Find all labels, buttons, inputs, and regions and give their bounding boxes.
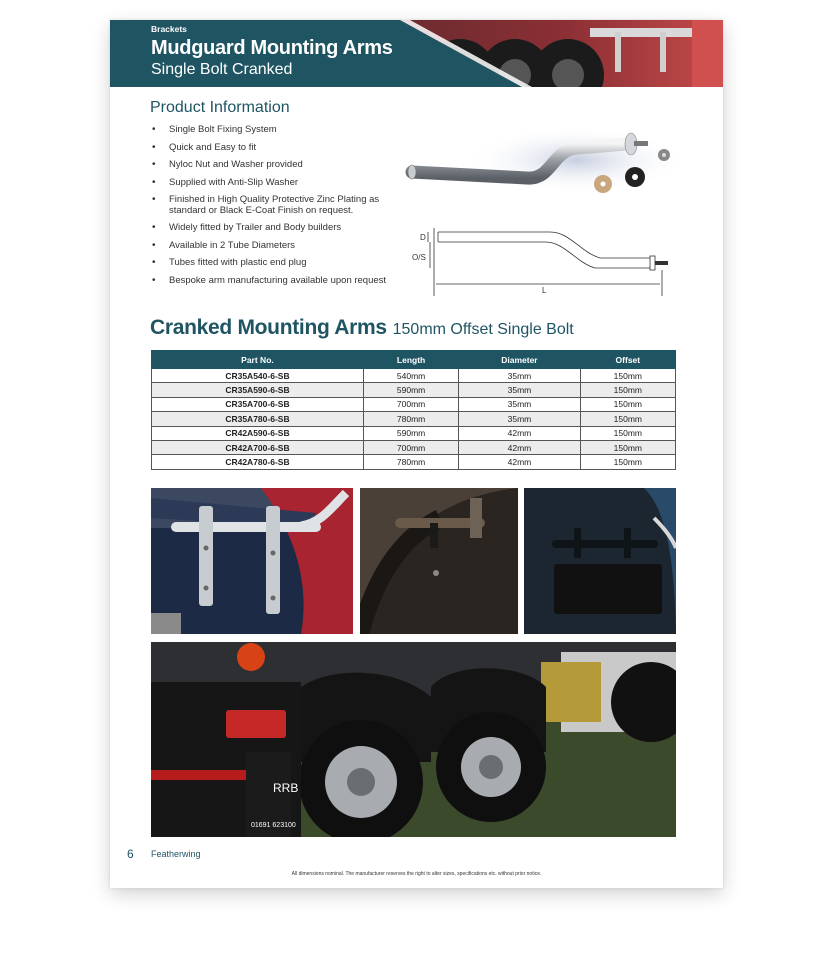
- feature-item: • Nyloc Nut and Washer provided: [150, 160, 410, 171]
- arm-product-photo: [402, 120, 682, 202]
- feature-item: • Widely fitted by Trailer and Body builders: [150, 223, 410, 234]
- truck-wheels-photo: [151, 642, 676, 837]
- diameter-cell: 35mm: [459, 412, 580, 426]
- catalogue-page: [110, 20, 723, 888]
- table-row: [152, 383, 676, 397]
- diameter-cell: 42mm: [459, 426, 580, 440]
- table-row: [152, 440, 676, 454]
- col-offset: Offset: [580, 351, 675, 369]
- table-row: [152, 369, 676, 383]
- mudguard-photo-2: [360, 488, 518, 634]
- feature-item: • Bespoke arm manufacturing available upon request: [150, 276, 410, 287]
- col-diameter: Diameter: [459, 351, 580, 369]
- offset-cell: 150mm: [580, 426, 675, 440]
- length-cell: 590mm: [363, 383, 458, 397]
- footer-disclaimer: All dimensions nominal. The manufacturer reserves the right to alter sizes, specifications etc. without prior notice.: [291, 871, 542, 877]
- col-length: Length: [363, 351, 458, 369]
- feature-item: • Single Bolt Fixing System: [150, 125, 410, 136]
- part-number-cell: CR35A540-6-SB: [152, 369, 364, 383]
- diagram-d-label: D: [420, 233, 426, 242]
- length-cell: 780mm: [363, 412, 458, 426]
- dimension-diagram: [410, 220, 680, 298]
- length-cell: 780mm: [363, 455, 458, 469]
- page-subtitle: Single Bolt Cranked: [151, 61, 293, 78]
- page-header: [110, 20, 723, 87]
- part-number-cell: CR42A700-6-SB: [152, 440, 364, 454]
- footer-brand: Featherwing: [151, 849, 201, 859]
- mudguard-photo-3: [524, 488, 676, 634]
- mudflap-brand-text: RRB: [273, 781, 299, 795]
- part-number-cell: CR42A780-6-SB: [152, 455, 364, 469]
- spec-table: [151, 350, 676, 470]
- diagram-os-label: O/S: [412, 253, 426, 262]
- page-title: Mudguard Mounting Arms: [151, 37, 393, 59]
- table-row: [152, 412, 676, 426]
- length-cell: 590mm: [363, 426, 458, 440]
- diameter-cell: 42mm: [459, 455, 580, 469]
- length-cell: 540mm: [363, 369, 458, 383]
- feature-list: [150, 125, 410, 293]
- feature-item: • Available in 2 Tube Diameters: [150, 241, 410, 252]
- length-cell: 700mm: [363, 440, 458, 454]
- part-number-cell: CR35A780-6-SB: [152, 412, 364, 426]
- mudflap-phone-text: 01691 623100: [251, 822, 296, 829]
- part-number-cell: CR42A590-6-SB: [152, 426, 364, 440]
- offset-cell: 150mm: [580, 412, 675, 426]
- diameter-cell: 42mm: [459, 440, 580, 454]
- offset-cell: 150mm: [580, 369, 675, 383]
- diagram-l-label: L: [542, 286, 547, 295]
- table-row: [152, 397, 676, 411]
- length-cell: 700mm: [363, 397, 458, 411]
- table-row: [152, 455, 676, 469]
- feature-item: • Finished in High Quality Protective Zinc Plating as standard or Black E-Coat Finish on request.: [150, 195, 410, 216]
- offset-cell: 150mm: [580, 455, 675, 469]
- col-part-no: Part No.: [152, 351, 364, 369]
- diameter-cell: 35mm: [459, 383, 580, 397]
- feature-item: • Tubes fitted with plastic end plug: [150, 258, 410, 269]
- product-info-title: Product Information: [150, 99, 290, 116]
- offset-cell: 150mm: [580, 397, 675, 411]
- offset-cell: 150mm: [580, 383, 675, 397]
- table-title-main: Cranked Mounting Arms: [150, 316, 387, 339]
- table-row: [152, 426, 676, 440]
- table-title: [150, 316, 574, 340]
- feature-item: • Supplied with Anti-Slip Washer: [150, 178, 410, 189]
- page-number: 6: [127, 847, 134, 861]
- offset-cell: 150mm: [580, 440, 675, 454]
- diameter-cell: 35mm: [459, 369, 580, 383]
- diameter-cell: 35mm: [459, 397, 580, 411]
- table-header-row: [152, 351, 676, 369]
- part-number-cell: CR35A700-6-SB: [152, 397, 364, 411]
- feature-item: • Quick and Easy to fit: [150, 143, 410, 154]
- part-number-cell: CR35A590-6-SB: [152, 383, 364, 397]
- table-title-sub: 150mm Offset Single Bolt: [392, 321, 574, 338]
- mudguard-photo-1: [151, 488, 353, 634]
- header-category: Brackets: [151, 24, 187, 34]
